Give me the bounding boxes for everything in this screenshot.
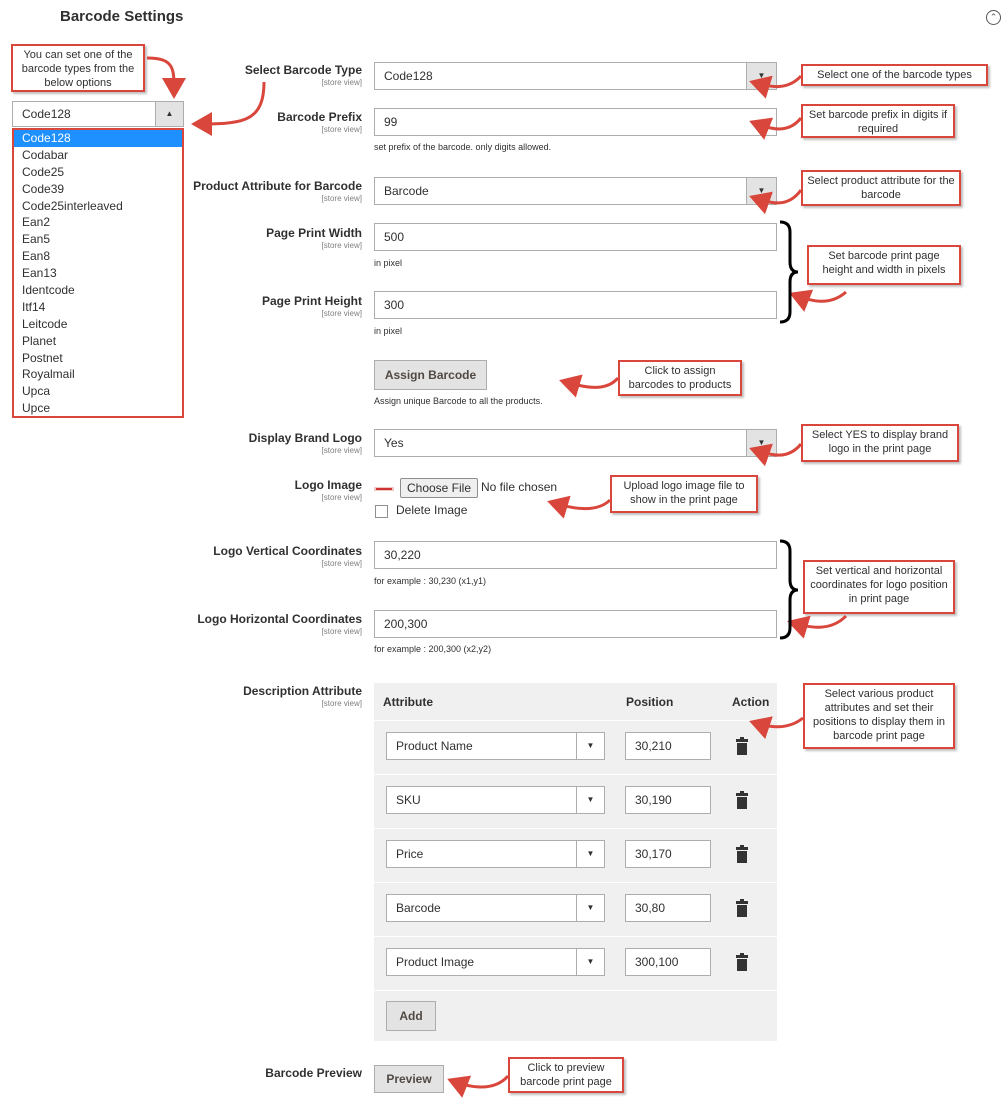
dropdown-option[interactable]: Ean2 (22, 215, 51, 230)
callout-assign: Click to assign barcodes to products (618, 360, 742, 396)
select-value: Barcode (384, 184, 429, 198)
callout-select-type: Select one of the barcode types (801, 64, 988, 86)
arrow (752, 444, 801, 455)
callout-attribute: Select product attribute for the barcode (801, 170, 961, 206)
store-view-scope: [store view] (321, 309, 362, 318)
dropdown-option[interactable]: Postnet (22, 350, 63, 365)
callout-preview: Click to preview barcode print page (508, 1057, 624, 1093)
field-label: Logo Image (294, 478, 362, 492)
brace (780, 222, 798, 322)
callout-description: Select various product attributes and set their positions to display them in barcode print page (803, 683, 955, 749)
position-input[interactable]: 30,170 (625, 840, 711, 868)
dropdown-selected-value: Code128 (22, 107, 71, 121)
select-value: Product Name (396, 739, 473, 753)
select-value: Barcode (396, 901, 441, 915)
arrow (792, 292, 846, 301)
dropdown-option[interactable]: Leitcode (22, 316, 68, 331)
page-height-input[interactable]: 300 (374, 291, 777, 319)
field-label: Barcode Preview (265, 1066, 362, 1080)
chevron-down-icon[interactable]: ▼ (576, 949, 604, 975)
chevron-down-icon[interactable]: ▼ (576, 733, 604, 759)
dropdown-option[interactable]: Ean8 (22, 249, 51, 264)
position-input[interactable]: 30,80 (625, 894, 711, 922)
field-note: in pixel (374, 258, 403, 268)
add-row-button[interactable]: Add (386, 1001, 436, 1031)
callout-brand-logo: Select YES to display brand logo in the print page (801, 424, 959, 462)
field-label: Page Print Height (261, 294, 362, 308)
chevron-down-icon[interactable]: ▼ (746, 63, 776, 89)
callout-prefix: Set barcode prefix in digits if required (801, 104, 955, 138)
chevron-down-icon[interactable]: ▼ (746, 178, 776, 204)
callout-coordinates: Set vertical and horizontal coordinates for logo position in print page (803, 560, 955, 614)
dropdown-option[interactable]: Codabar (22, 147, 69, 162)
field-note: for example : 200,300 (x2,y2) (374, 644, 492, 654)
store-view-scope: [store view] (321, 699, 362, 708)
field-note: for example : 30,230 (x1,y1) (374, 576, 487, 586)
column-header-action: Action (732, 695, 770, 709)
arrow (194, 82, 264, 124)
chevron-down-icon[interactable]: ▼ (746, 430, 776, 456)
store-view-scope: [store view] (321, 78, 362, 87)
dropdown-option[interactable]: Code128 (14, 130, 182, 147)
position-input[interactable]: 300,100 (625, 948, 711, 976)
select-value: Code128 (384, 69, 433, 83)
field-label: Page Print Width (266, 226, 362, 240)
field-note: Assign unique Barcode to all the products. (374, 396, 543, 406)
store-view-scope: [store view] (321, 125, 362, 134)
arrow (752, 76, 801, 87)
chevron-down-icon[interactable]: ▼ (576, 787, 604, 813)
preview-button[interactable]: Preview (374, 1065, 444, 1093)
section-title: Barcode Settings (60, 8, 184, 25)
assign-barcode-button[interactable]: Assign Barcode (374, 360, 487, 390)
store-view-scope: [store view] (321, 627, 362, 636)
column-header-position: Position (626, 695, 674, 709)
dropdown-option[interactable]: Ean13 (22, 266, 57, 281)
arrow (752, 118, 801, 129)
position-input[interactable]: 30,210 (625, 732, 711, 760)
select-value: SKU (396, 793, 421, 807)
logo-vertical-input[interactable]: 30,220 (374, 541, 777, 569)
page-width-input[interactable]: 500 (374, 223, 777, 251)
dropdown-option[interactable]: Itf14 (22, 299, 46, 314)
callout-barcode-types: You can set one of the barcode types from the below options (11, 44, 145, 92)
arrow (550, 500, 610, 509)
select-value: Price (396, 847, 424, 861)
column-header-attribute: Attribute (383, 695, 433, 709)
field-label: Select Barcode Type (244, 63, 362, 77)
store-view-scope: [store view] (321, 241, 362, 250)
store-view-scope: [store view] (321, 559, 362, 568)
arrow (752, 718, 803, 727)
dropdown-option[interactable]: Upce (22, 401, 51, 416)
dropdown-option[interactable]: Identcode (22, 283, 75, 298)
field-label: Display Brand Logo (248, 431, 362, 445)
dropdown-option[interactable]: Code25 (22, 164, 65, 179)
arrow (562, 378, 618, 387)
dropdown-option[interactable]: Planet (22, 333, 57, 348)
field-note: set prefix of the barcode. only digits allowed. (374, 142, 552, 152)
select-value: Product Image (396, 955, 475, 969)
dropdown-option[interactable]: Code25interleaved (22, 198, 123, 213)
select-value: Yes (384, 436, 404, 450)
barcode-prefix-input[interactable]: 99 (374, 108, 777, 136)
arrow (790, 616, 846, 627)
store-view-scope: [store view] (321, 446, 362, 455)
arrow (147, 58, 174, 96)
field-label: Logo Vertical Coordinates (213, 544, 362, 558)
field-label: Description Attribute (243, 684, 362, 698)
callout-logo-upload: Upload logo image file to show in the print page (610, 475, 758, 513)
dropdown-option[interactable]: Upca (22, 384, 51, 399)
position-input[interactable]: 30,190 (625, 786, 711, 814)
choose-file-button[interactable]: Choose File (400, 478, 478, 498)
callout-page-size: Set barcode print page height and width in pixels (807, 245, 961, 285)
dropdown-option[interactable]: Royalmail (22, 367, 75, 382)
dropdown-option[interactable]: Ean5 (22, 232, 51, 247)
chevron-down-icon[interactable]: ▼ (576, 895, 604, 921)
field-note: in pixel (374, 326, 403, 336)
field-label: Logo Horizontal Coordinates (197, 612, 362, 626)
arrow (752, 190, 801, 203)
dropdown-option[interactable]: Code39 (22, 181, 65, 196)
delete-image-label: Delete Image (396, 503, 468, 517)
store-view-scope: [store view] (321, 493, 362, 502)
chevron-up-icon[interactable]: ⌃ (986, 10, 1001, 25)
chevron-down-icon[interactable]: ▼ (576, 841, 604, 867)
logo-horizontal-input[interactable]: 200,300 (374, 610, 777, 638)
store-view-scope: [store view] (321, 194, 362, 203)
file-status: No file chosen (481, 480, 558, 494)
arrow (450, 1076, 508, 1087)
chevron-up-icon[interactable]: ▲ (155, 102, 183, 126)
field-label: Barcode Prefix (277, 110, 362, 124)
field-label: Product Attribute for Barcode (193, 179, 362, 193)
